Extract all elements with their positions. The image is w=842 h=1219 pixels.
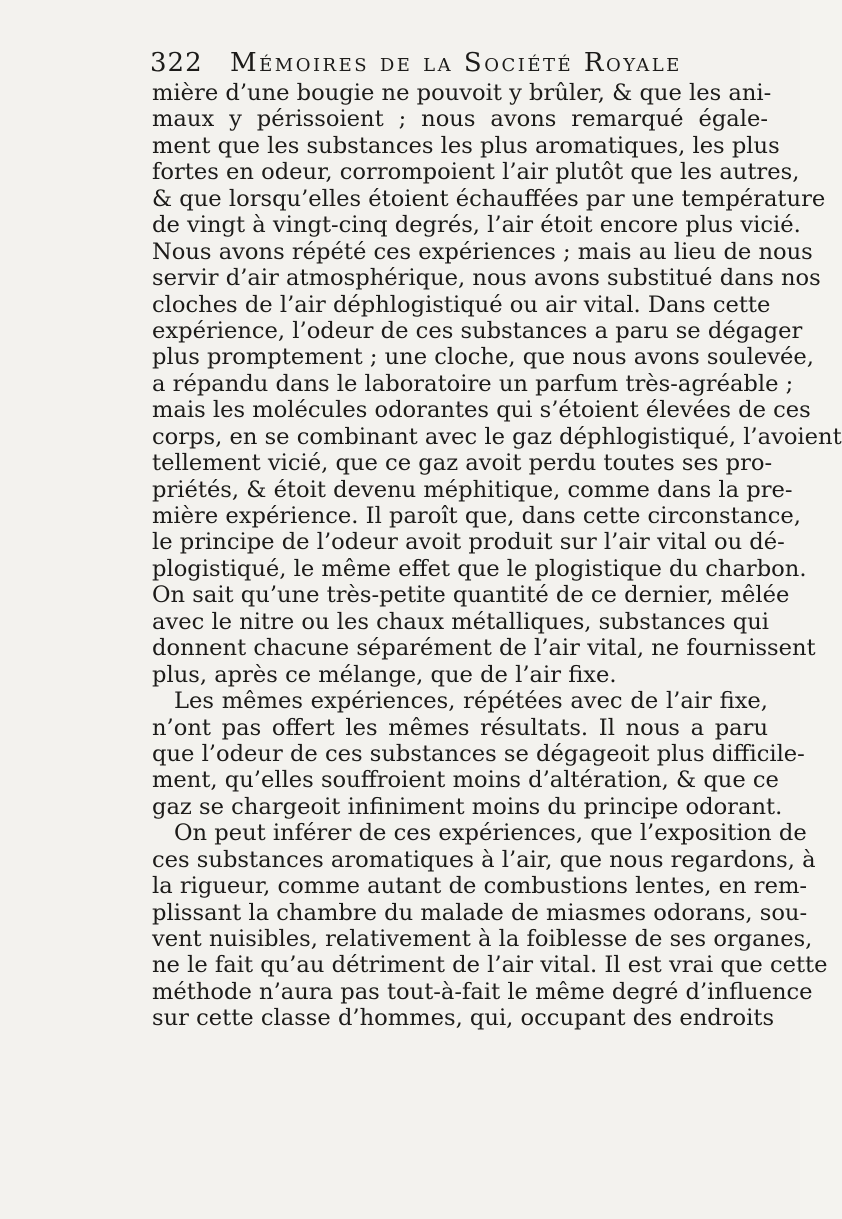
text-line: On peut inférer de ces expériences, que l’exposition de	[174, 820, 807, 847]
text-line: maux y périssoient ; nous avons remarqué égale-	[152, 106, 768, 133]
text-line: n’ont pas offert les mêmes résultats. Il nous a paru	[152, 714, 768, 741]
text-line: mière d’une bougie ne pouvoit y brûler, & que les ani-	[152, 80, 772, 106]
text-line: expérience, l’odeur de ces substances a paru se dégager	[152, 317, 803, 344]
text-line: fortes en odeur, corrompoient l’air plutôt que les autres,	[152, 159, 800, 186]
text-line: méthode n’aura pas tout-à-fait le même degré d’influence	[152, 978, 813, 1005]
text-line: ne le fait qu’au détriment de l’air vital. Il est vrai que cette	[152, 952, 828, 979]
text-line: tellement vicié, que ce gaz avoit perdu toutes ses pro-	[152, 450, 773, 477]
page-number: 322	[150, 48, 203, 78]
text-line: plus, après ce mélange, que de l’air fixe.	[152, 661, 617, 688]
text-line: cloches de l’air déphlogistiqué ou air vital. Dans cette	[152, 291, 771, 318]
text-line: avec le nitre ou les chaux métalliques, substances qui	[152, 608, 770, 635]
body-text	[152, 80, 842, 1032]
text-line: plogistiqué, le même effet que le plogistique du charbon.	[152, 555, 807, 582]
text-line: priétés, & étoit devenu méphitique, comme dans la pre-	[152, 476, 793, 503]
text-line: de vingt à vingt-cinq degrés, l’air étoit encore plus vicié.	[152, 212, 801, 239]
text-line: Nous avons répété ces expériences ; mais au lieu de nous	[152, 238, 813, 265]
text-line: sur cette classe d’hommes, qui, occupant des endroits	[152, 1005, 775, 1032]
text-line: plissant la chambre du malade de miasmes odorans, sou-	[152, 899, 808, 926]
text-line: On sait qu’une très-petite quantité de ce dernier, mêlée	[152, 582, 790, 609]
text-line: gaz se chargeoit infiniment moins du principe odorant.	[152, 793, 783, 820]
text-line: ces substances aromatiques à l’air, que nous regardons, à	[152, 846, 816, 873]
text-line: servir d’air atmosphérique, nous avons substitué dans nos	[152, 265, 821, 292]
text-line: ment que les substances les plus aromatiques, les plus	[152, 132, 780, 159]
text-line: vent nuisibles, relativement à la foiblesse de ses organes,	[152, 926, 813, 952]
text-line: & que lorsqu’elles étoient échauffées par une température	[152, 185, 826, 212]
text-line: Les mêmes expériences, répétées avec de l’air fixe,	[174, 688, 768, 715]
text-line: corps, en se combinant avec le gaz déphlogistiqué, l’avoient	[152, 423, 842, 450]
running-header	[150, 46, 780, 80]
text-line: le principe de l’odeur avoit produit sur l’air vital ou dé-	[152, 529, 785, 556]
text-line: plus promptement ; une cloche, que nous avons soulevée,	[152, 344, 814, 371]
text-line: ment, qu’elles souffroient moins d’altération, & que ce	[152, 767, 779, 794]
running-title: Mémoires de la Société Royale	[230, 48, 682, 78]
text-line: que l’odeur de ces substances se dégageoit plus difficile-	[152, 740, 805, 767]
text-line: donnent chacune séparément de l’air vital, ne fournissent	[152, 635, 816, 662]
text-line: mais les molécules odorantes qui s’étoient élevées de ces	[152, 397, 811, 424]
text-line: a répandu dans le laboratoire un parfum très-agréable ;	[152, 370, 794, 397]
text-line: mière expérience. Il paroît que, dans cette circonstance,	[152, 503, 801, 529]
text-line: la rigueur, comme autant de combustions lentes, en rem-	[152, 873, 807, 900]
